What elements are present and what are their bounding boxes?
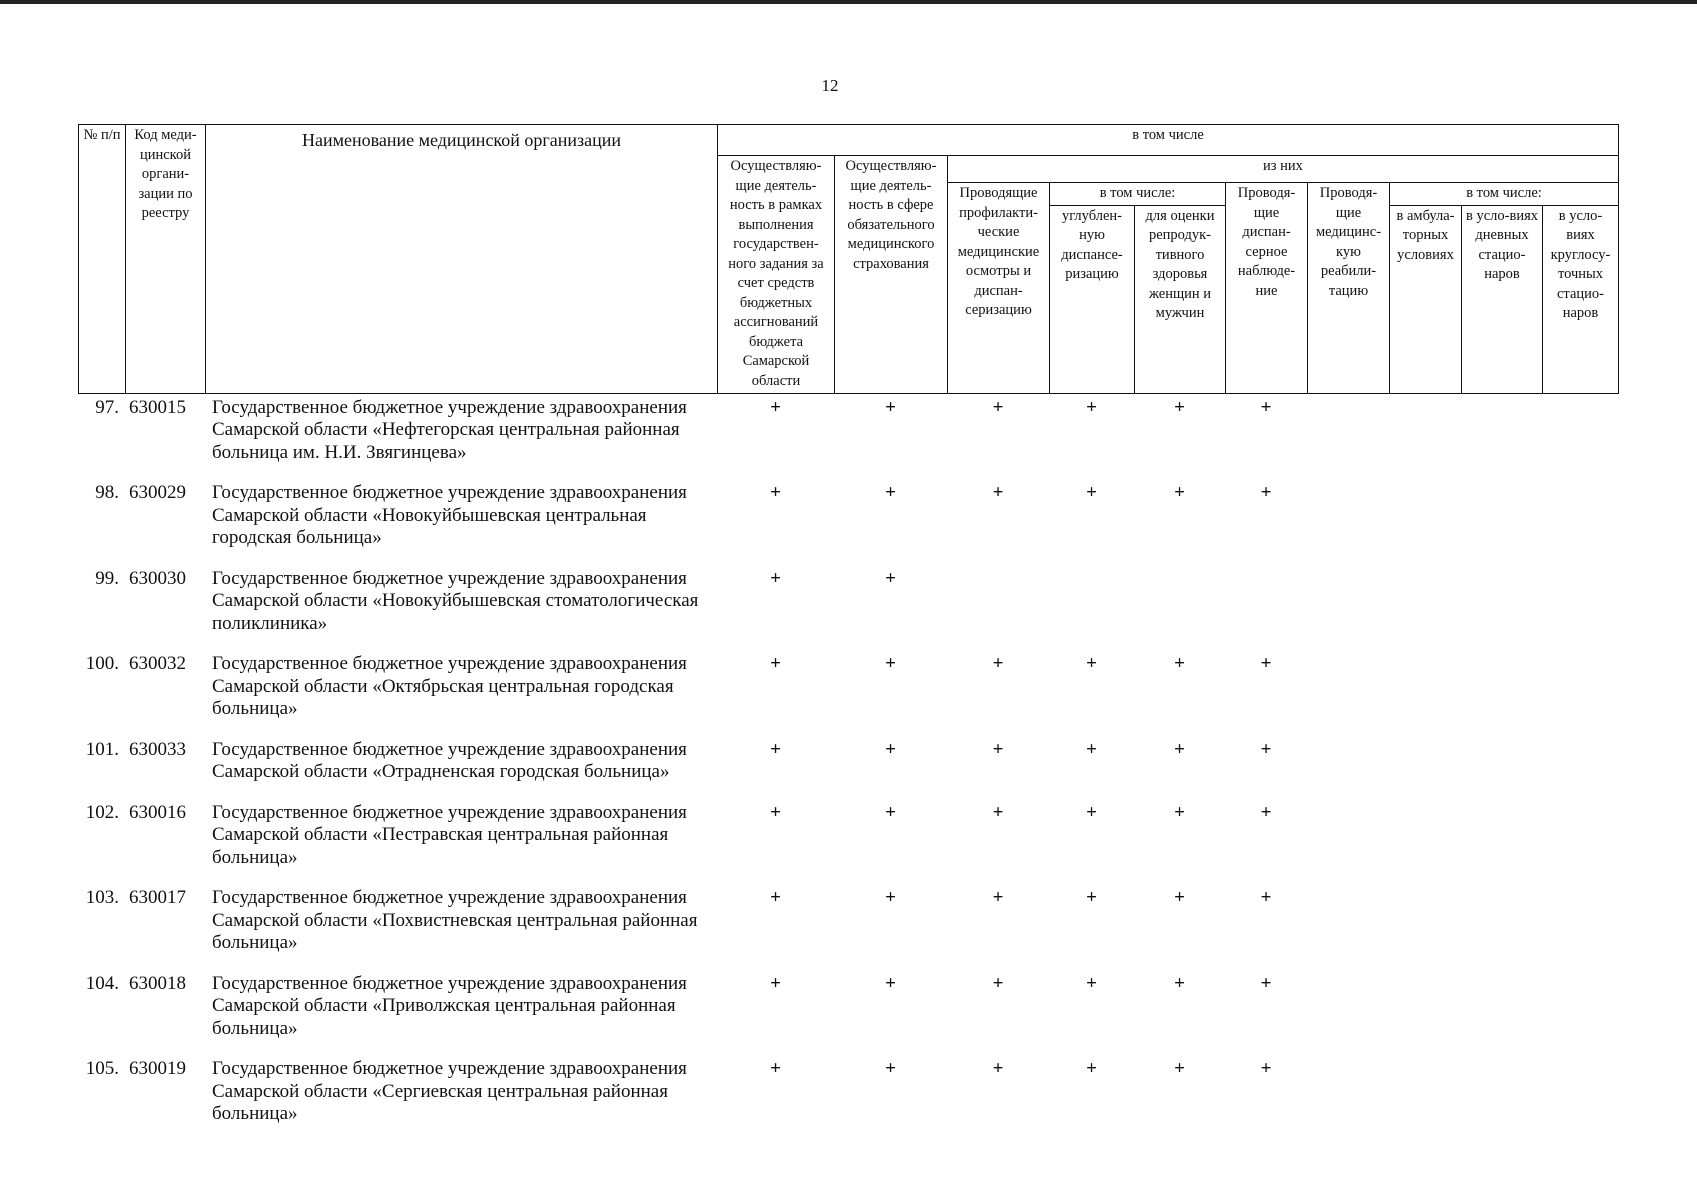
plus-mark: + <box>1260 887 1272 908</box>
header-code: Код меди-цинской органи-зации по реестру <box>126 125 206 394</box>
row-number: 104. <box>85 972 119 994</box>
plus-mark: + <box>885 801 896 823</box>
table-row <box>78 645 1618 731</box>
row-number: 101. <box>85 738 119 760</box>
plus-mark: + <box>1174 738 1185 760</box>
org-name: Государственное бюджетное учреждение здравоохранения Самарской области «Отрадненская городская больница» <box>212 738 687 782</box>
table-body <box>78 394 1618 1136</box>
plus-mark: + <box>1086 1058 1097 1079</box>
header-kruglosutochnye: в усло-виях круглосу-точных стацио-наров <box>1543 205 1619 393</box>
plus-mark <box>1542 794 1618 880</box>
org-code: 630017 <box>129 887 186 908</box>
plus-mark: + <box>992 972 1004 994</box>
plus-mark <box>1461 879 1542 965</box>
plus-mark: + <box>1260 738 1272 760</box>
plus-mark <box>1134 560 1225 646</box>
plus-mark: + <box>770 972 781 994</box>
header-gos-zadanie: Осуществляю-щие деятель-ность в рамках выполнения государствен-ного задания за счет средств бюджетных ассигнований бюджета Самарской области <box>718 156 835 394</box>
header-iz-nih: из них <box>948 156 1619 183</box>
table-header <box>78 124 1619 394</box>
plus-mark: + <box>1260 1058 1272 1079</box>
plus-mark <box>1542 731 1618 794</box>
row-number: 98. <box>95 482 119 503</box>
header-reabilitaciya: Проводя-щие медицинс-кую реабили-тацию <box>1308 183 1390 394</box>
plus-mark: + <box>992 396 1004 418</box>
table-row <box>78 731 1618 794</box>
header-v-tom-chisle-1: в том числе: <box>1050 183 1226 206</box>
header-disp-nablyudenie: Проводя-щие диспан-серное наблюде-ние <box>1226 183 1308 394</box>
plus-mark: + <box>770 738 781 760</box>
plus-mark: + <box>770 482 781 503</box>
plus-mark <box>1542 645 1618 731</box>
plus-mark: + <box>1086 972 1097 994</box>
plus-mark <box>1307 560 1389 646</box>
plus-mark: + <box>885 738 896 760</box>
org-code: 630019 <box>129 1058 186 1079</box>
plus-mark: + <box>992 887 1004 908</box>
plus-mark: + <box>885 653 896 674</box>
org-code: 630029 <box>129 482 186 503</box>
plus-mark: + <box>992 653 1004 674</box>
header-reproduktivnoe: для оценки репродук-тивного здоровья женщин и мужчин <box>1135 205 1226 393</box>
org-code: 630016 <box>129 801 186 823</box>
plus-mark <box>1389 731 1461 794</box>
plus-mark <box>1461 394 1542 475</box>
plus-mark <box>1307 1050 1389 1136</box>
plus-mark: + <box>1260 801 1272 823</box>
plus-mark: + <box>770 396 781 418</box>
plus-mark: + <box>770 653 781 674</box>
plus-mark: + <box>992 482 1004 503</box>
plus-mark <box>1389 474 1461 560</box>
plus-mark <box>1542 394 1618 475</box>
row-number: 105. <box>85 1058 119 1079</box>
org-name: Государственное бюджетное учреждение здравоохранения Самарской области «Пестравская центральная районная больница» <box>212 801 687 868</box>
plus-mark <box>1461 560 1542 646</box>
plus-mark <box>1389 560 1461 646</box>
plus-mark <box>1389 645 1461 731</box>
org-name: Государственное бюджетное учреждение здравоохранения Самарской области «Октябрьская центральная городская больница» <box>212 653 687 719</box>
table-row <box>78 965 1618 1051</box>
plus-mark <box>1389 879 1461 965</box>
org-code: 630018 <box>129 972 186 994</box>
plus-mark <box>1542 1050 1618 1136</box>
header-v-tom-chisle-2: в том числе: <box>1390 183 1619 206</box>
plus-mark: + <box>1260 653 1272 674</box>
plus-mark: + <box>1086 396 1097 418</box>
header-v-tom-chisle: в том числе <box>718 125 1619 156</box>
plus-mark: + <box>1174 653 1185 674</box>
org-name: Государственное бюджетное учреждение здравоохранения Самарской области «Новокуйбышевская центральная городская больница» <box>212 482 687 548</box>
plus-mark: + <box>770 801 781 823</box>
plus-mark <box>1225 560 1307 646</box>
plus-mark: + <box>885 972 896 994</box>
plus-mark <box>1307 645 1389 731</box>
plus-mark: + <box>1174 887 1185 908</box>
row-number: 100. <box>85 653 119 674</box>
plus-mark <box>1307 879 1389 965</box>
plus-mark: + <box>885 567 896 589</box>
plus-mark <box>1049 560 1134 646</box>
plus-mark: + <box>885 887 896 908</box>
plus-mark: + <box>1086 801 1097 823</box>
plus-mark: + <box>1174 396 1185 418</box>
table-row <box>78 474 1618 560</box>
plus-mark <box>1389 965 1461 1051</box>
org-name: Государственное бюджетное учреждение здравоохранения Самарской области «Нефтегорская центральная районная больница им. Н.И. Звягинцева» <box>212 396 687 463</box>
plus-mark <box>947 560 1049 646</box>
table-row <box>78 394 1618 475</box>
header-dnevnye: в усло-виях дневных стацио-наров <box>1462 205 1543 393</box>
table-row <box>78 1050 1618 1136</box>
table-row <box>78 794 1618 880</box>
plus-mark <box>1461 965 1542 1051</box>
plus-mark: + <box>992 1058 1004 1079</box>
row-number: 102. <box>85 801 119 823</box>
plus-mark <box>1461 731 1542 794</box>
table-row <box>78 560 1618 646</box>
plus-mark: + <box>770 1058 781 1079</box>
plus-mark <box>1461 794 1542 880</box>
plus-mark <box>1542 879 1618 965</box>
plus-mark: + <box>1260 396 1272 418</box>
table-row <box>78 879 1618 965</box>
plus-mark <box>1307 394 1389 475</box>
plus-mark: + <box>770 887 781 908</box>
document-table <box>78 124 1618 1136</box>
row-number: 99. <box>95 567 119 589</box>
plus-mark: + <box>992 801 1004 823</box>
plus-mark: + <box>1260 482 1272 503</box>
plus-mark <box>1542 474 1618 560</box>
org-code: 630015 <box>129 396 186 418</box>
plus-mark: + <box>1086 482 1097 503</box>
table-rows <box>78 394 1618 1136</box>
header-ambulatornye: в амбула-торных условиях <box>1390 205 1462 393</box>
page-number: 12 <box>821 76 839 95</box>
plus-mark: + <box>1086 738 1097 760</box>
plus-mark <box>1307 731 1389 794</box>
plus-mark: + <box>1174 482 1185 503</box>
plus-mark: + <box>1174 1058 1185 1079</box>
plus-mark: + <box>1260 972 1272 994</box>
plus-mark <box>1307 474 1389 560</box>
plus-mark <box>1461 645 1542 731</box>
plus-mark: + <box>1174 801 1185 823</box>
plus-mark: + <box>885 482 896 503</box>
header-uglublennaya: углублен-ную диспансе-ризацию <box>1050 205 1135 393</box>
header-num: № п/п <box>79 125 126 394</box>
plus-mark: + <box>1174 972 1185 994</box>
plus-mark <box>1542 965 1618 1051</box>
org-code: 630030 <box>129 567 186 589</box>
plus-mark <box>1389 794 1461 880</box>
plus-mark <box>1461 1050 1542 1136</box>
org-name: Государственное бюджетное учреждение здравоохранения Самарской области «Приволжская центральная районная больница» <box>212 972 687 1039</box>
header-org-name: Наименование медицинской организации <box>206 125 718 394</box>
plus-mark: + <box>1086 887 1097 908</box>
plus-mark <box>1389 394 1461 475</box>
plus-mark <box>1389 1050 1461 1136</box>
org-code: 630033 <box>129 738 186 760</box>
plus-mark: + <box>885 1058 896 1079</box>
plus-mark <box>1542 560 1618 646</box>
plus-mark <box>1461 474 1542 560</box>
plus-mark: + <box>885 396 896 418</box>
scan-top-border <box>0 0 1697 4</box>
org-name: Государственное бюджетное учреждение здравоохранения Самарской области «Новокуйбышевская стоматологическая поликлиника» <box>212 567 699 634</box>
row-number: 97. <box>95 396 119 418</box>
plus-mark <box>1307 965 1389 1051</box>
org-name: Государственное бюджетное учреждение здравоохранения Самарской области «Похвистневская центральная районная больница» <box>212 887 698 953</box>
header-oms: Осуществляю-щие деятель-ность в сфере обязательного медицинского страхования <box>835 156 948 394</box>
org-name: Государственное бюджетное учреждение здравоохранения Самарской области «Сергиевская центральная районная больница» <box>212 1058 687 1124</box>
plus-mark <box>1307 794 1389 880</box>
header-prof-osmotry: Проводящие профилакти-ческие медицинские осмотры и диспан-серизацию <box>948 183 1050 394</box>
org-code: 630032 <box>129 653 186 674</box>
row-number: 103. <box>85 887 119 908</box>
plus-mark: + <box>992 738 1004 760</box>
plus-mark: + <box>1086 653 1097 674</box>
plus-mark: + <box>770 567 781 589</box>
